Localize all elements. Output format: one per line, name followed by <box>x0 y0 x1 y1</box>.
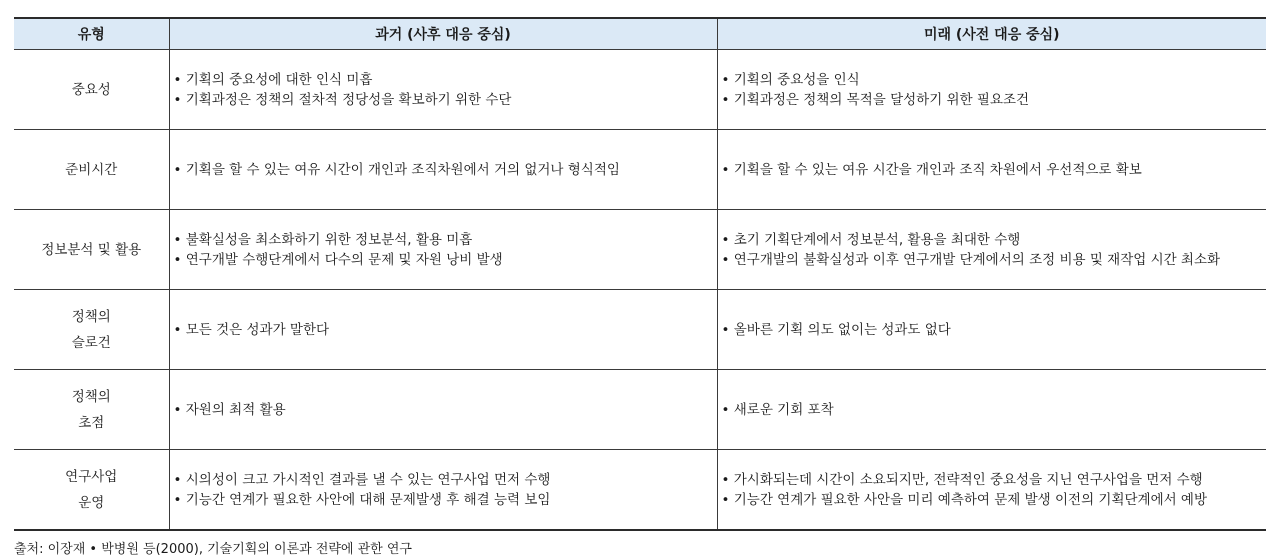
comparison-table <box>14 17 1266 531</box>
bullet-item: • 기획을 할 수 있는 여유 시간을 개인과 조직 차원에서 우선적으로 확보 <box>721 161 1142 178</box>
row-type-cell <box>14 290 169 370</box>
bullet-item: • 기능간 연계가 필요한 사안을 미리 예측하여 문제 발생 이전의 기획단계에서 예방 <box>721 491 1208 508</box>
bullet-item: • 새로운 기회 포착 <box>721 401 834 418</box>
row-future-cell <box>717 450 1266 531</box>
row-past-cell <box>169 290 717 370</box>
type-label-line: 연구사업 <box>65 468 118 485</box>
bullet-item: • 기획과정은 정책의 절차적 정당성을 확보하기 위한 수단 <box>173 91 512 108</box>
row-future-cell <box>717 290 1266 370</box>
row-future-cell <box>717 370 1266 450</box>
row-future-cell <box>717 130 1266 210</box>
bullet-item: • 올바른 기획 의도 없이는 성과도 없다 <box>721 321 951 338</box>
bullet-item: • 불확실성을 최소화하기 위한 정보분석, 활용 미흡 <box>173 231 473 248</box>
header-past: 과거 (사후 대응 중심) <box>169 18 717 50</box>
bullet-item: • 모든 것은 성과가 말한다 <box>173 321 330 338</box>
table-row <box>14 290 1266 370</box>
bullet-item: • 기획의 중요성을 인식 <box>721 71 860 88</box>
row-past-cell <box>169 370 717 450</box>
header-type: 유형 <box>14 18 169 50</box>
bullet-item: • 자원의 최적 활용 <box>173 401 286 418</box>
row-future-cell <box>717 210 1266 290</box>
type-label-line: 운영 <box>78 494 105 511</box>
bullet-item: • 연구개발의 불확실성과 이후 연구개발 단계에서의 조정 비용 및 재작업 시간 최소화 <box>721 251 1221 268</box>
row-type-cell <box>14 50 169 130</box>
bullet-item: • 기획의 중요성에 대한 인식 미흡 <box>173 71 373 88</box>
table-header <box>14 18 1266 50</box>
type-label-line: 중요성 <box>71 81 111 98</box>
table-body <box>14 50 1266 531</box>
type-label-line: 초점 <box>78 414 105 431</box>
row-type-cell <box>14 370 169 450</box>
table-row <box>14 130 1266 210</box>
table-row <box>14 210 1266 290</box>
row-future-cell <box>717 50 1266 130</box>
bullet-item: • 기획과정은 정책의 목적을 달성하기 위한 필요조건 <box>721 91 1030 108</box>
type-label-line: 정책의 <box>71 308 111 325</box>
table-row <box>14 450 1266 531</box>
row-type-cell <box>14 210 169 290</box>
type-label-line: 정책의 <box>71 388 111 405</box>
source-caption: 출처: 이장재 • 박병원 등(2000), 기술기획의 이론과 전략에 관한 연구 <box>14 542 412 557</box>
type-label-line: 슬로건 <box>71 334 111 351</box>
bullet-item: • 기능간 연계가 필요한 사안에 대해 문제발생 후 해결 능력 보임 <box>173 491 551 508</box>
header-future: 미래 (사전 대응 중심) <box>717 18 1266 50</box>
bullet-item: • 시의성이 크고 가시적인 결과를 낼 수 있는 연구사업 먼저 수행 <box>173 471 551 488</box>
bullet-item: • 연구개발 수행단계에서 다수의 문제 및 자원 낭비 발생 <box>173 251 503 268</box>
row-past-cell <box>169 210 717 290</box>
row-past-cell <box>169 450 717 531</box>
row-type-cell <box>14 450 169 531</box>
bullet-item: • 기획을 할 수 있는 여유 시간이 개인과 조직차원에서 거의 없거나 형식적임 <box>173 161 620 178</box>
type-label-line: 정보분석 및 활용 <box>41 241 142 258</box>
table-row <box>14 50 1266 130</box>
row-type-cell <box>14 130 169 210</box>
table-row <box>14 370 1266 450</box>
bullet-item: • 초기 기획단계에서 정보분석, 활용을 최대한 수행 <box>721 231 1021 248</box>
row-past-cell <box>169 130 717 210</box>
row-past-cell <box>169 50 717 130</box>
header-row <box>14 18 1266 50</box>
bullet-item: • 가시화되는데 시간이 소요되지만, 전략적인 중요성을 지닌 연구사업을 먼저 수행 <box>721 471 1203 488</box>
type-label-line: 준비시간 <box>65 161 118 178</box>
